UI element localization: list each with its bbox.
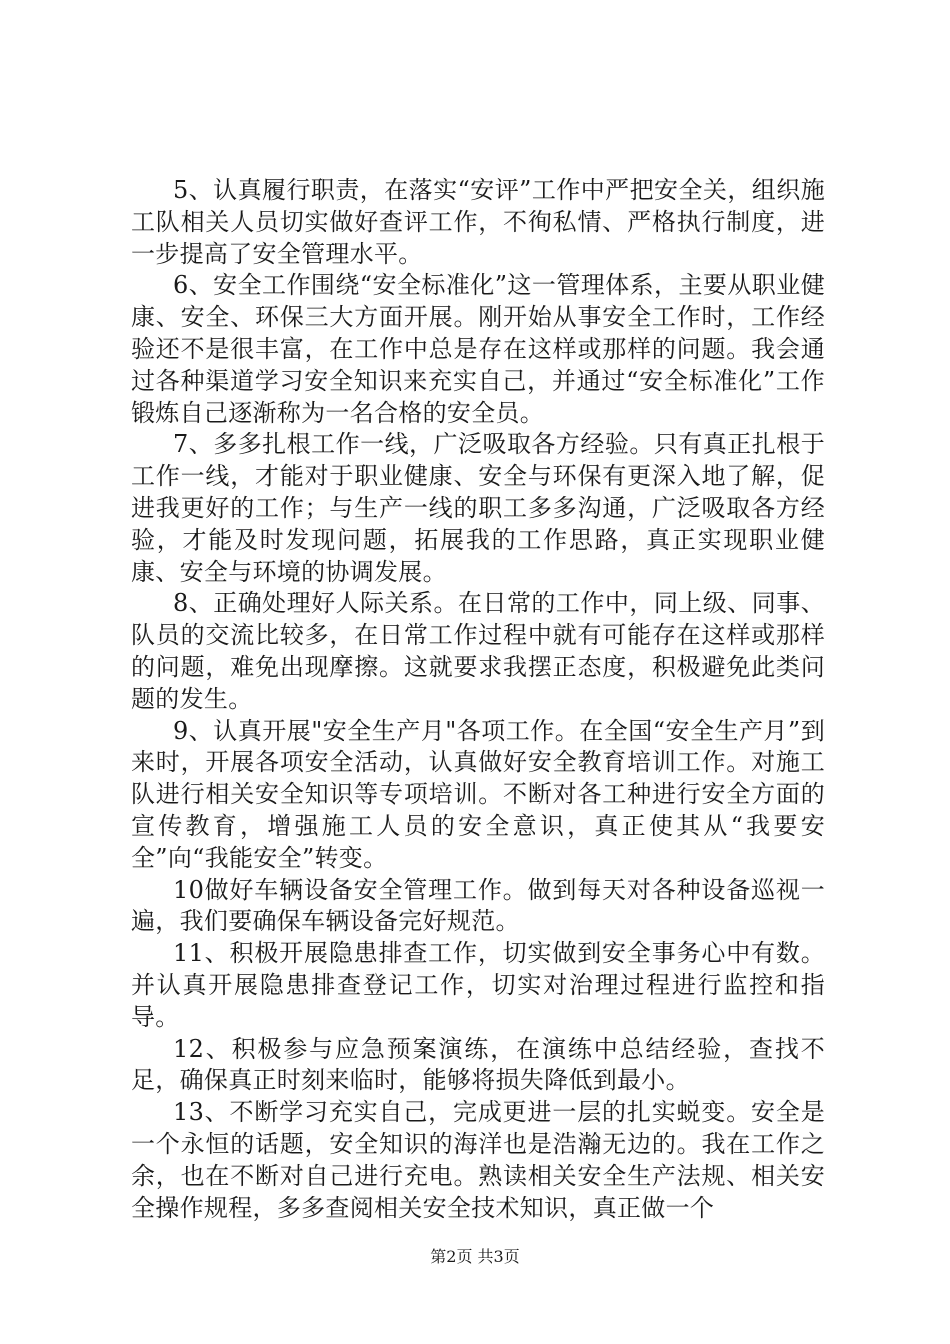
paragraph-11: 11、积极开展隐患排查工作，切实做到安全事务心中有数。并认真开展隐患排查登记工作，切实对治理过程进行监控和指导。 xyxy=(131,939,825,1031)
page-number-footer: 第2页 共3页 xyxy=(430,1247,520,1266)
paragraph-7: 7、多多扎根工作一线，广泛吸取各方经验。只有真正扎根于工作一线，才能对于职业健康、安全与环保有更深入地了解，促进我更好的工作；与生产一线的职工多多沟通，广泛吸取各方经验，才能及时发现问题，拓展我的工作思路，真正实现职业健康、安全与环境的协调发展。 xyxy=(131,430,825,586)
paragraph-10: 10做好车辆设备安全管理工作。做到每天对各种设备巡视一遍，我们要确保车辆设备完好规范。 xyxy=(131,875,825,936)
paragraph-9: 9、认真开展"安全生产月"各项工作。在全国“安全生产月”到来时，开展各项安全活动，认真做好安全教育培训工作。对施工队进行相关安全知识等专项培训。不断对各工种进行安全方面的宣传教育，增强施工人员的安全意识，真正使其从“我要安全”向“我能安全”转变。 xyxy=(131,716,825,872)
paragraph-8: 8、正确处理好人际关系。在日常的工作中，同上级、同事、队员的交流比较多，在日常工作过程中就有可能存在这样或那样的问题，难免出现摩擦。这就要求我摆正态度，积极避免此类问题的发生。 xyxy=(131,589,825,713)
paragraph-13: 13、不断学习充实自己，完成更进一层的扎实蜕变。安全是一个永恒的话题，安全知识的海洋也是浩瀚无边的。我在工作之余，也在不断对自己进行充电。熟读相关安全生产法规、相关安全操作规程，多多查阅相关安全技术知识，真正做一个 xyxy=(131,1098,825,1222)
document-body xyxy=(131,175,825,1224)
paragraph-12: 12、积极参与应急预案演练，在演练中总结经验，查找不足，确保真正时刻来临时，能够将损失降低到最小。 xyxy=(131,1034,825,1095)
paragraph-6: 6、安全工作围绕“安全标准化”这一管理体系，主要从职业健康、安全、环保三大方面开展。刚开始从事安全工作时，工作经验还不是很丰富，在工作中总是存在这样或那样的问题。我会通过各种渠道学习安全知识来充实自己，并通过“安全标准化”工作锻炼自己逐渐称为一名合格的安全员。 xyxy=(131,271,825,427)
paragraph-5: 5、认真履行职责，在落实“安评”工作中严把安全关，组织施工队相关人员切实做好查评工作，不徇私情、严格执行制度，进一步提高了安全管理水平。 xyxy=(131,176,825,268)
